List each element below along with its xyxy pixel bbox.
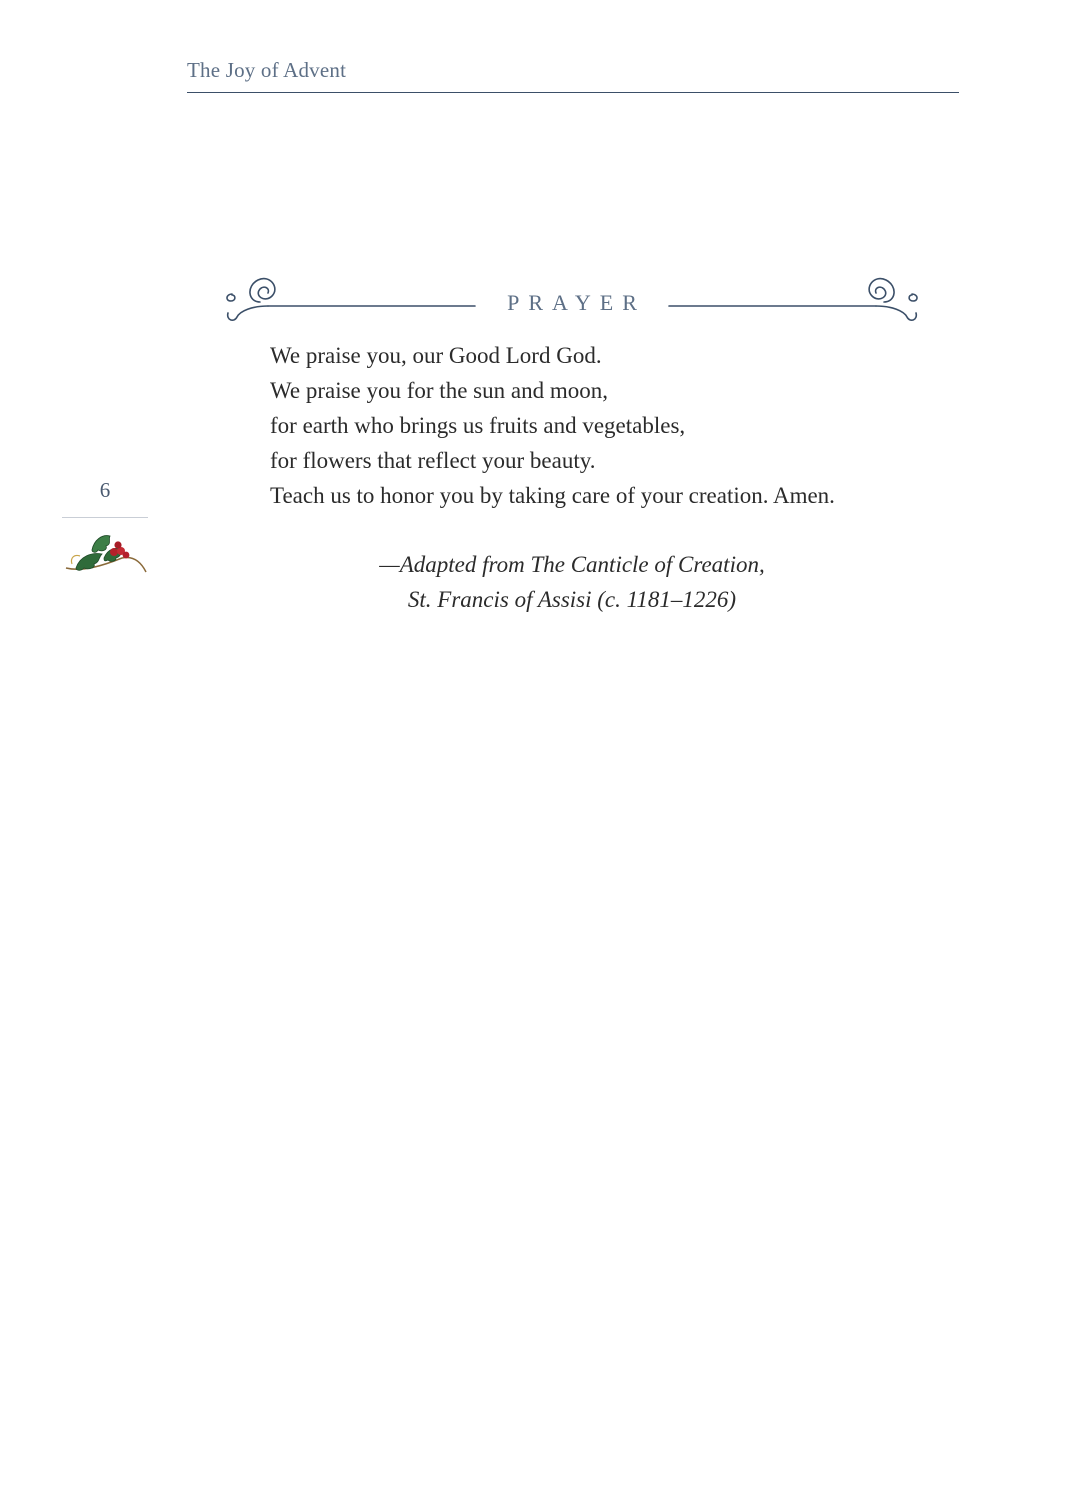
holly-icon	[62, 528, 148, 580]
prayer-line: We praise you, our Good Lord God.	[270, 343, 602, 368]
page-number: 6	[99, 478, 111, 502]
attribution-line: —Adapted from The Canticle of Creation,	[379, 552, 765, 577]
prayer-section-header	[222, 268, 922, 328]
header-rule	[187, 92, 959, 93]
prayer-line: Teach us to honor you by taking care of your creation. Amen.	[270, 483, 835, 508]
prayer-line: We praise you for the sun and moon,	[270, 378, 608, 403]
prayer-text	[270, 338, 910, 513]
running-head-title: The Joy of Advent	[187, 58, 347, 82]
attribution	[270, 547, 874, 617]
prayer-line: for earth who brings us fruits and vegetables,	[270, 413, 686, 438]
section-title: PRAYER	[507, 290, 646, 315]
page-number-rule	[62, 517, 148, 518]
prayer-line: for flowers that reflect your beauty.	[270, 448, 596, 473]
attribution-line: St. Francis of Assisi (c. 1181–1226)	[407, 587, 737, 612]
